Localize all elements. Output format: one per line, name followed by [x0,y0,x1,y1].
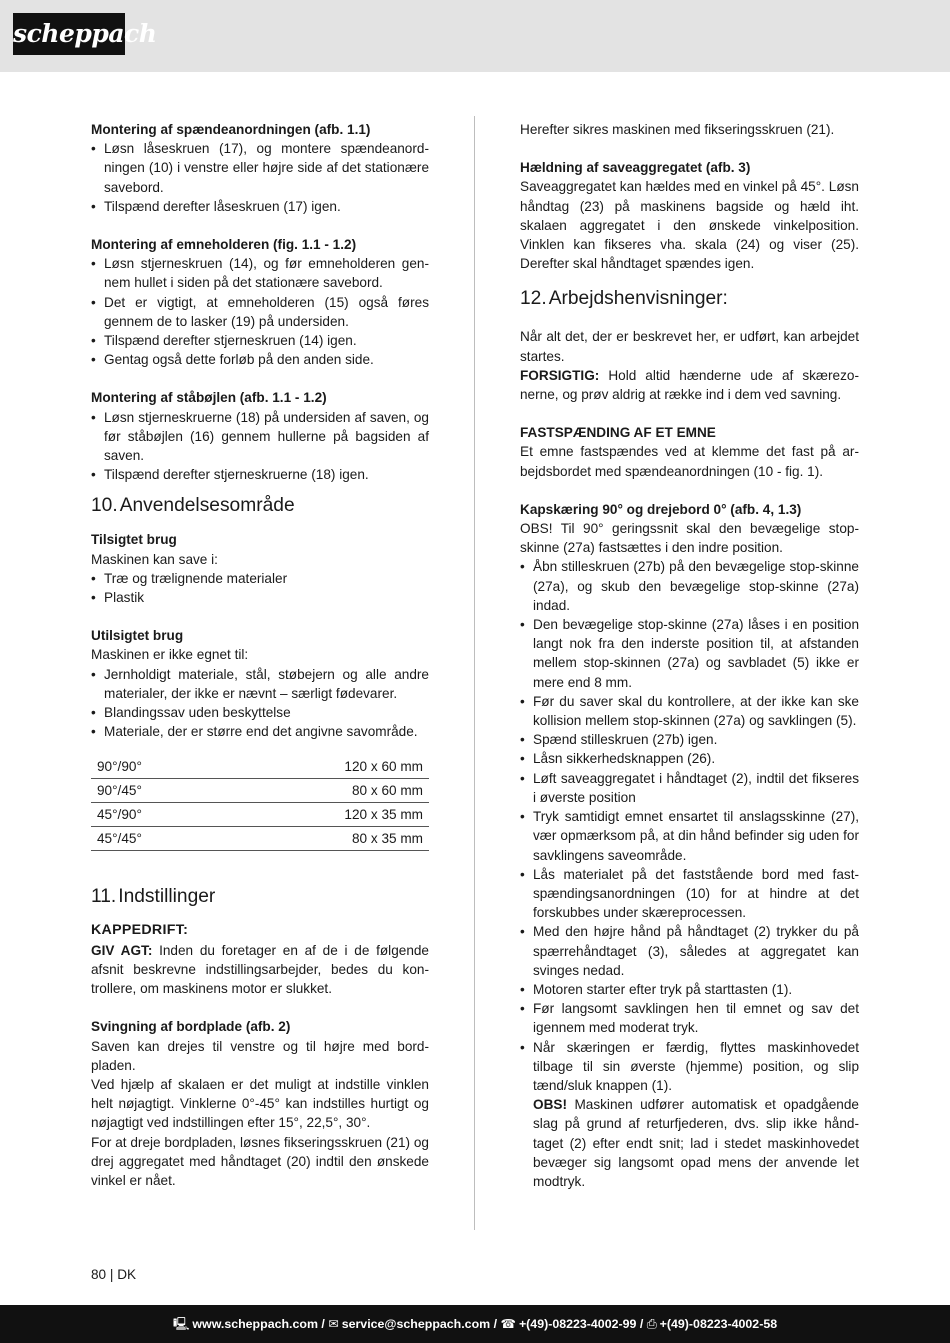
chapter-heading-10 [91,494,429,518]
table-cell-size: 80 x 35 mm [221,827,429,851]
section-heading: KAPPEDRIFT: [91,922,189,939]
bullet-list [91,569,429,607]
list-item: • Løft saveaggregatet i håndtaget (2), indtil det fikseres i øverste position [520,769,859,807]
paragraph [91,941,429,999]
table-cell-size: 80 x 60 mm [221,779,429,803]
caution-label: FORSIGTIG: [520,367,600,383]
section-heading: Montering af emneholderen (fig. 1.1 - 1.2) [91,237,357,253]
section-heading: Montering af spændeanordningen (afb. 1.1) [91,122,371,137]
chapter-title: Anvendelsesområde [119,495,295,517]
list-item: • Materiale, der er større end det angivne savområde. [91,722,429,741]
list-item: • Spænd stilleskruen (27b) igen. [520,730,859,749]
chapter-heading-12 [520,287,859,311]
list-item: • Blandingssav uden beskyttelse [91,703,429,722]
header-bar [0,0,950,72]
table-cell-size: 120 x 60 mm [221,755,429,779]
paragraph: OBS! Til 90° geringssnit skal den bevægelige stopskinne (27a) fastsættes i den indre position. [520,521,859,556]
table-row [91,779,429,803]
table-cell-angle: 45°/45° [91,827,221,851]
table-cell-angle: 90°/45° [91,779,221,803]
footer-phone: +(49)-08223-4002-99 / [518,1317,644,1331]
list-item: • Den bevægelige stop-skinne (27a) låses i en position langt nok fra den inderste position til, at afstanden mellem stop-skinnen (27a) og savbladet (5) ikke er mere end 8 mm. [520,615,859,692]
list-item: • Åbn stilleskruen (27b) på den bevægelige stop-skinne (27a), og skub den bevægelige stop-skinne (27a) indad. [520,557,859,615]
footer-fax: +(49)-08223-4002-58 [659,1317,778,1331]
section-heading: Svingning af bordplade (afb. 2) [91,1019,291,1035]
bullet-list [91,254,429,369]
list-item: • Træ og trælignende materialer [91,569,429,588]
list-item: • Tilspænd derefter stjerneskruerne (18) igen. [91,465,429,484]
list-item: • Lås materialet på det faststående bord med fastspændingsanordningen (10) for at hindre at det forskubbes under skæreprocessen. [520,865,859,923]
footer-bar [0,1305,950,1343]
section-heading: Montering af ståbøjlen (afb. 1.1 - 1.2) [91,390,327,406]
paragraph [520,366,859,404]
list-item: • Plastik [91,588,429,607]
table-cell-size: 120 x 35 mm [221,803,429,827]
paragraph: For at dreje bordpladen, løsnes fikseringsskruen (21) og drej aggregatet med håndtaget (20) indtil den ønskede vinkel er nået. [91,1134,429,1188]
list-item: • Løsn stjerneskruen (14), og før emneholderen gennem hullet i siden på det stationære savebord. [91,254,429,292]
phone-icon: ☎︎ [500,1317,516,1331]
note-paragraph [520,1095,859,1191]
warning-text: Inden du foretager en af de i de følgende afsnit beskrevne indstillingsarbejder, bedes du kontrollere, om maskinens motor er slukket. [91,942,429,997]
page-number: 80 | DK [91,1267,137,1282]
obs-label: OBS! [533,1097,567,1113]
caution-text: Hold altid hænderne ude af skærezonerne, og prøv aldrig at række ind i dem ved savning. [520,367,859,403]
monitor-icon: 🖳︎ [172,1317,190,1331]
section-heading: FASTSPÆNDING AF ET EMNE [520,425,716,441]
list-item: • Jernholdigt materiale, stål, støbejern og alle andre materialer, der ikke er nævnt – særligt fødevarer. [91,665,429,703]
chapter-number: 10. [91,495,118,517]
bullet-list [91,408,429,485]
section-heading: Hældning af saveaggregatet (afb. 3) [520,160,751,176]
chapter-title: Arbejdshenvisninger: [548,288,728,310]
brand-logo: scheppach [13,13,125,55]
paragraph: Saveaggregatet kan hældes med en vinkel på 45°. Løsn håndtag (23) på maskinens bagside og hæld iht. skalaen aggregatet i den ønskede vinkelposition. Vinklen kan fikseres vha. skala (24) og viser (25). Derefter skal håndtaget spændes igen. [520,179,859,272]
table-cell-angle: 90°/90° [91,755,221,779]
paragraph: Maskinen er ikke egnet til: [91,647,249,663]
list-item: • Før du saver skal du kontrollere, at der ikke kan ske kollision mellem stop-skinnen (27a) og savklingen (5). [520,692,859,730]
paragraph: Ved hjælp af skalaen er det muligt at indstille vinklen helt nøjagtigt. Vinklerne 0°-45° kan indstilles hurtigt og nøjagtigt ved indstillingen efter 15°, 22,5°, 30°. [91,1076,429,1131]
list-item: • Det er vigtigt, at emneholderen (15) også føres gennem de to lasker (19) på undersiden. [91,293,429,331]
chapter-title: Indstillinger [118,886,216,908]
list-item: • Tryk samtidigt emnet ensartet til anslagsskinne (27), vær opmærksom på, at din hånd befinder sig uden for savklingens saveområde. [520,807,859,865]
bullet-list [520,557,859,1095]
fax-icon: ⎙ [646,1317,657,1331]
left-column [91,120,429,1190]
list-item: • Løsn stjerneskruerne (18) på undersiden af saven, og før ståbøjlen (16) gennem hullerne på bagsiden af saven. [91,408,429,466]
footer-website-link[interactable]: www.scheppach.com / [192,1317,325,1331]
list-item: • Låsn sikkerhedsknappen (26). [520,749,859,768]
section-heading: Utilsigtet brug [91,628,184,644]
cutting-capacity-table [91,755,429,851]
chapter-number: 11. [91,886,117,908]
bullet-list [91,665,429,742]
section-heading: Tilsigtet brug [91,532,177,548]
footer-email-link[interactable]: service@scheppach.com / [341,1317,498,1331]
bullet-list [91,139,429,216]
right-column [520,120,859,1191]
list-item: • Motoren starter efter tryk på starttasten (1). [520,980,859,999]
section-heading: Kapskæring 90° og drejebord 0° (afb. 4, 1.3) [520,501,802,517]
table-row [91,803,429,827]
warning-label: GIV AGT: [91,942,153,958]
list-item: • Tilspænd derefter låseskruen (17) igen. [91,197,429,216]
paragraph: Når alt det, der er beskrevet her, er udført, kan arbejdet startes. [520,329,859,364]
column-divider [474,116,475,1230]
paragraph: Saven kan drejes til venstre og til højre med bordpladen. [91,1038,429,1073]
mail-icon: ✉︎ [328,1317,339,1331]
list-item: • Tilspænd derefter stjerneskruen (14) igen. [91,331,429,350]
table-row [91,827,429,851]
chapter-number: 12. [520,288,547,310]
paragraph: Et emne fastspændes ved at klemme det fast på arbejdsbordet med spændeanordningen (10 - fig. 1). [520,444,859,479]
chapter-heading-11 [91,885,429,909]
list-item: • Når skæringen er færdig, flyttes maskinhovedet tilbage til sin øverste (hjemme) position, og slip tænd/sluk knappen (1). [520,1038,859,1096]
obs-text: Maskinen udfører automatisk et opadgående slag på grund af returfjederen, dvs. slip ikke håndtaget (2) efter endt snit; lad i stedet maskinhovedet bevæger sig langsomt opad mens der anvende let modtryk. [533,1097,859,1189]
list-item: • Før langsomt savklingen hen til emnet og sav det igennem med moderat tryk. [520,999,859,1037]
paragraph: Maskinen kan save i: [91,551,218,567]
list-item: • Løsn låseskruen (17), og montere spændeanordningen (10) i venstre eller højre side af det stationære savebord. [91,139,429,197]
list-item: • Gentag også dette forløb på den anden side. [91,350,429,369]
paragraph: Herefter sikres maskinen med fikseringsskruen (21). [520,122,835,137]
table-cell-angle: 45°/90° [91,803,221,827]
list-item: • Med den højre hånd på håndtaget (2) trykker du på spærrehåndtaget (3), således at aggregatet kan svinges nedad. [520,922,859,980]
table-row [91,755,429,779]
